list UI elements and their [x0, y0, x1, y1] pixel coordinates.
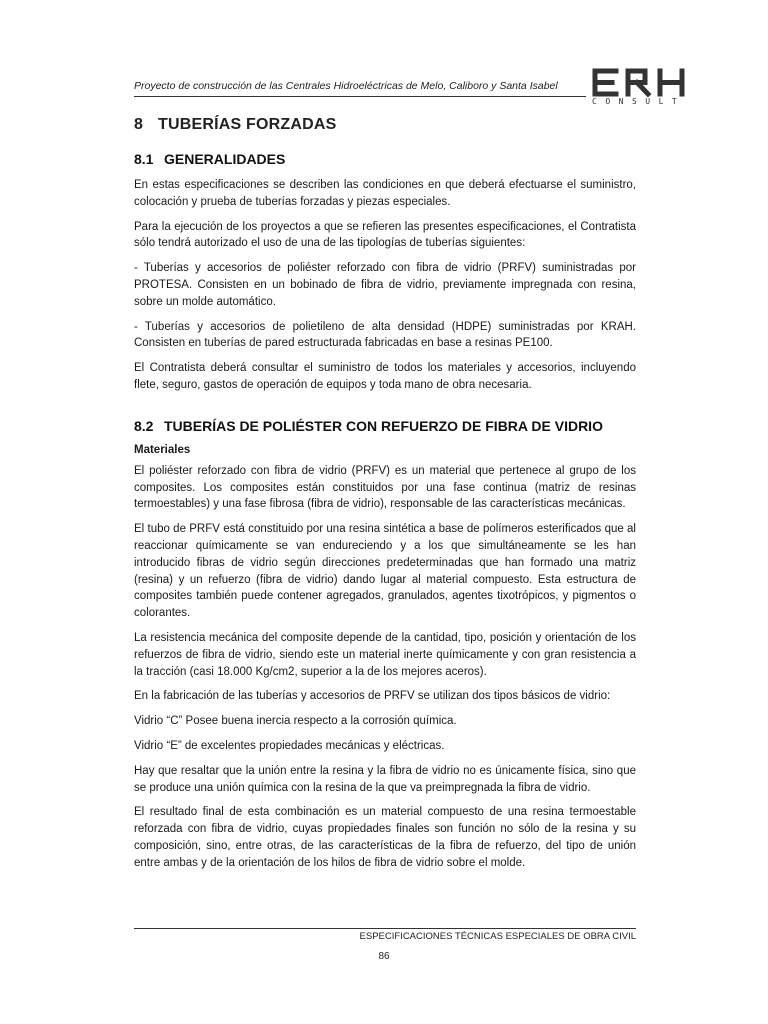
paragraph: Hay que resaltar que la unión entre la resina y la fibra de vidrio no es únicamente física, sino que se produce una unión química con la resina de la que va preimpregnada la fibra de vidrio.	[134, 764, 636, 794]
page-number: 86	[378, 951, 390, 962]
section-8-1-heading	[134, 151, 636, 167]
section-gap	[134, 402, 636, 418]
page-content	[134, 116, 636, 880]
paragraph: - Tuberías y accesorios de poliéster reforzado con fibra de vidrio (PRFV) suministradas por PROTESA. Consisten en un bobinado de fibra de vidrio, previamente impregnada con resina, sobre un molde automático.	[134, 262, 636, 308]
subheading-materiales: Materiales	[134, 443, 191, 456]
footer-divider	[134, 928, 636, 929]
logo-tagline: CONSULT	[592, 97, 686, 106]
section-8-1-title: GENERALIDADES	[164, 151, 286, 167]
section-8-title: TUBERÍAS FORZADAS	[158, 116, 337, 133]
paragraph: En la fabricación de las tuberías y accesorios de PRFV se utilizan dos tipos básicos de vidrio:	[134, 690, 611, 703]
paragraph: El Contratista deberá consultar el suministro de todos los materiales y accesorios, incluyendo flete, seguro, gastos de operación de equipos y toda mano de obra necesaria.	[134, 362, 636, 391]
paragraph: - Tuberías y accesorios de polietileno de alta densidad (HDPE) suministradas por KRAH. Consisten en tuberías de pared estructurada fabricadas en base a resinas PE100.	[134, 320, 636, 350]
section-8-number: 8	[134, 116, 144, 133]
section-8-heading	[134, 116, 636, 134]
paragraph: Vidrio “E” de excelentes propiedades mecánicas y eléctricas.	[134, 739, 445, 752]
paragraph: En estas especificaciones se describen las condiciones en que deberá efectuarse el suministro, colocación y prueba de tuberías forzadas y piezas especiales.	[134, 179, 636, 208]
section-8-2-number: 8.2	[134, 417, 154, 434]
paragraph: Vidrio “C” Posee buena inercia respecto a la corrosión química.	[134, 715, 457, 728]
paragraph: El resultado final de esta combinación es un material compuesto de una resina termoestable reforzada con fibra de vidrio, cuyas propiedades finales son función no sólo de la resina y su composición, sino, entre otras, de las características de la fibra de refuerzo, del tipo de unión entre ambas y de la orientación de los hilos de fibra de vidrio sobre el molde.	[134, 806, 636, 869]
section-8-1-number: 8.1	[134, 151, 154, 167]
paragraph: La resistencia mecánica del composite depende de la cantidad, tipo, posición y orientación de los refuerzos de fibra de vidrio, siendo este un material inerte químicamente y con gran resistencia a la tracción (casi 18.000 Kg/cm2, superior a la de los mejores aceros).	[134, 631, 636, 678]
paragraph: El tubo de PRFV está constituido por una resina sintética a base de polímeros esterificados que al reaccionar químicamente se van endureciendo y a los que simultáneamente se les han introducido fibras de vidrio según direcciones predeterminadas que han formado una matriz (resina) y un refuerzo (fibra de vidrio) dando lugar al material compuesto. Esta estructura de composites también puede contener agregados, granulados, agentes tixotrópicos, y pigmentos o colorantes.	[134, 523, 636, 620]
paragraph: Para la ejecución de los proyectos a que se refieren las presentes especificaciones, el Contratista sólo tendrá autorizado el uso de una de las tipologías de tuberías siguientes:	[134, 220, 636, 250]
section-8-2-heading	[134, 418, 636, 434]
section-8-2-title: TUBERÍAS DE POLIÉSTER CON REFUERZO DE FIBRA DE VIDRIO	[164, 417, 603, 434]
header-title: Proyecto de construcción de las Centrales Hidroeléctricas de Melo, Caliboro y Santa Isabel	[134, 80, 558, 92]
paragraph: El poliéster reforzado con fibra de vidrio (PRFV) es un material que pertenece al grupo de los composites. Los composites están constituidos por una fase continua (matriz de resinas termoestables) y una fase fibrosa (fibra de vidrio), responsable de las características mecánicas.	[134, 464, 636, 511]
footer-text: ESPECIFICACIONES TÉCNICAS ESPECIALES DE OBRA CIVIL	[359, 931, 636, 942]
header-divider	[134, 96, 586, 97]
